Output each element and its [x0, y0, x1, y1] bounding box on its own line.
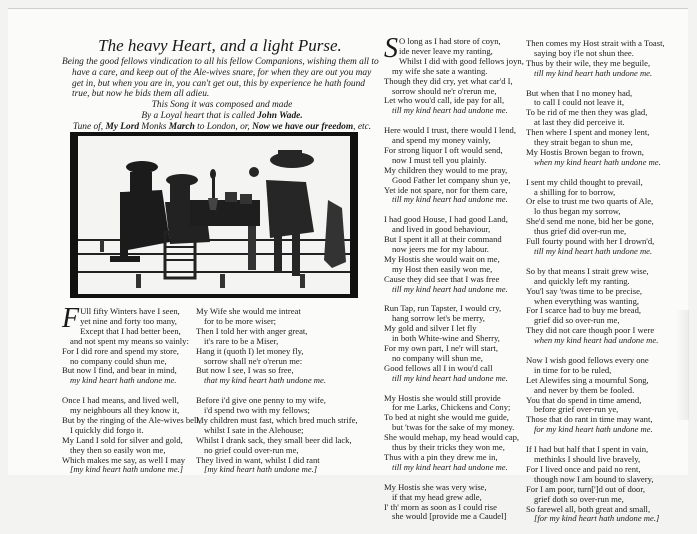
verse-line: To bed at night she would me guide,: [384, 412, 509, 423]
stanza: [384, 304, 519, 383]
stanza: [384, 33, 524, 116]
verse-line: at last they did perceive it.: [534, 117, 625, 128]
verse-line: till my kind heart had undone me.: [392, 461, 508, 472]
verse-line: before grief over-run ye,: [534, 404, 619, 415]
verse-line: Good fellows all I in wou'd call: [384, 362, 493, 373]
verse-line: So farewel all, both great and small,: [526, 503, 651, 514]
stanza: [384, 126, 519, 205]
verse-line: You that do spend in time amend,: [526, 394, 642, 405]
verse-line: when my kind heart hath undone me.: [534, 156, 661, 167]
verse-line: Those that do rant in time may want,: [526, 414, 653, 425]
verse-line: till my kind heart had undone me.: [392, 283, 508, 294]
verse-line: they strait began to shun me,: [534, 137, 633, 148]
author-name: John Wade.: [257, 110, 303, 121]
verse-line: Thus by their wile, they me beguile,: [526, 57, 651, 68]
verse-line: Good Father let company shun ye,: [392, 174, 511, 185]
stanza: [526, 356, 665, 435]
verse-line: Then I told her with anger great,: [196, 325, 308, 336]
ballad-introduction: [62, 57, 382, 133]
verse-line: They did not care though poor I were: [526, 325, 655, 336]
verse-line: no grief could over-run me,: [204, 444, 299, 455]
verse-line: For my own part, I ne'r will start,: [384, 343, 498, 354]
verse-line: But when that I no money had,: [526, 87, 633, 98]
verse-line: she would [provide me a Caudel]: [392, 511, 507, 522]
stanza: [384, 483, 519, 523]
verse-line: Full fourty pound with her I drown'd,: [526, 236, 655, 247]
verse-line: My Wife she would me intreat: [196, 306, 301, 316]
verse-line: methinks I should live bravely,: [534, 453, 641, 464]
ballad-title: The heavy Heart, and a light Purse.: [98, 36, 342, 55]
verse-line: Whilst I did with good fellows joyn,: [399, 55, 524, 66]
author-prefix: By a Loyal heart that is called: [141, 110, 258, 121]
stanza: [384, 215, 519, 294]
verse-line: I' th' morn as soon as I could rise: [384, 501, 497, 512]
verse-line: and quickly left my ranting.: [534, 275, 630, 286]
verse-column-3: [384, 33, 524, 532]
verse-line: If I had but half that I spent in vain,: [526, 444, 649, 455]
verse-line: My Hostis Brown began to frown,: [526, 146, 644, 157]
verse-line: But by the ringing of the Ale-wives bell,: [62, 414, 201, 425]
verse-line: when my kind heart had undone me.: [534, 335, 659, 346]
verse-line: You'l say 'twas time to be precise,: [526, 285, 643, 296]
verse-line: To be rid of me then they was glad,: [526, 107, 648, 118]
verse-line: So by that means I strait grew wise,: [526, 265, 649, 276]
verse-line: thus grief did over-run me,: [534, 226, 627, 237]
verse-line: Which makes me say, as well I may: [62, 454, 186, 465]
stanza: [196, 307, 358, 386]
verse-line: For I am poor, turn[']d out of door,: [526, 483, 646, 494]
verse-line: whilst I sate in the Alehouse;: [204, 424, 304, 435]
verse-line: I had good House, I had good Land,: [384, 214, 508, 225]
verse-line: [my kind heart hath undone me.]: [70, 464, 184, 475]
verse-line: She'd send me none, bid her be gone,: [526, 216, 654, 227]
verse-column-1: [62, 303, 201, 485]
verse-line: My Land I sold for silver and gold,: [62, 434, 183, 445]
verse-line: till my kind heart had undone me.: [392, 194, 508, 205]
verse-line: Once I had means, and lived well,: [62, 395, 179, 406]
verse-line: For I lived once and paid no rent,: [526, 463, 641, 474]
verse-line: She would mehap, my head would cap,: [384, 432, 520, 443]
verse-line: Then comes my Host strait with a Toast,: [526, 38, 665, 48]
verse-line: and spend my money vainly,: [392, 135, 491, 146]
verse-line: lo thus began my sorrow,: [534, 206, 621, 217]
verse-line: My Hostis she would wait on me,: [384, 253, 500, 264]
verse-line: I sent my child thought to prevail,: [526, 176, 643, 187]
verse-line: Whilst I drank sack, they small beer did lack,: [196, 434, 352, 445]
intro-author-line: [62, 111, 382, 122]
tune-suffix: , etc.: [353, 121, 372, 132]
verse-line: sorrow should ne'r o'rerun me,: [392, 85, 497, 96]
verse-line: Then where I spent and money lent,: [526, 127, 650, 138]
verse-line: till my kind heart hath undone me.: [534, 67, 653, 78]
verse-line: My gold and silver I let fly: [384, 323, 477, 334]
verse-line: no company will shun me,: [392, 352, 483, 363]
verse-line: my Host then easily won me,: [392, 263, 493, 274]
drop-cap: S: [384, 33, 398, 64]
verse-line: O long as I had store of coyn,: [399, 36, 501, 46]
verse-line: Let Alewifes sing a mournful Song,: [526, 374, 649, 385]
verse-line: hang sorrow let's be merry,: [392, 313, 485, 324]
verse-line: that my kind heart hath undone me.: [204, 375, 326, 386]
verse-line: and not spent my means so vainly:: [70, 335, 189, 346]
verse-line: Before i'd give one penny to my wife,: [196, 395, 326, 406]
intro-description: Being the good fellows vindication to all his fellow Companions, wishing them all to have a care, and keep out of the Ale-wives snare, for when they are out you may get in, but when you are in, you can't get out, this by experience he hath found true, but now he bids them all adieu.: [62, 57, 379, 100]
verse-line: grief did so over-run me,: [534, 315, 620, 326]
verse-line: thus by their tricks they won me,: [392, 442, 505, 453]
verse-line: now jeers me for my labour.: [392, 244, 489, 254]
tune-part-3: March: [168, 121, 195, 132]
verse-line: My children they would to me pray,: [384, 164, 508, 175]
verse-line: if that my head grew adle,: [392, 491, 482, 502]
verse-line: in both White-wine and Sherry,: [392, 333, 500, 344]
verse-line: my kind heart hath undone me.: [70, 375, 177, 386]
verse-line: till my kind heart had undone me.: [392, 105, 508, 116]
verse-line: Hang it (quoth I) let money fly,: [196, 345, 304, 356]
tune-part-5: Now we have our freedom: [252, 121, 354, 132]
verse-line: i'd spend two with my fellows;: [204, 405, 310, 416]
stanza: [526, 89, 665, 168]
verse-line: They lived in want, whilst I did rant: [196, 454, 320, 465]
verse-line: but 'twas for the sake of my money.: [392, 422, 515, 433]
tune-part-4: to London, or,: [194, 121, 253, 132]
verse-line: no company could shun me,: [70, 355, 167, 366]
verse-line: they then so easily won me,: [70, 444, 166, 455]
verse-line: when everything was wanting,: [534, 295, 640, 306]
verse-line: But now I see, I was so free,: [196, 365, 294, 376]
verse-line: ide never leave my ranting,: [399, 45, 493, 56]
verse-line: Or else to trust me two quarts of Ale,: [526, 196, 654, 207]
verse-line: sorrow shall ne'r o'rerun me:: [204, 355, 303, 366]
verse-line: till my kind heart had undone me.: [392, 372, 508, 383]
verse-line: Now I wish good fellows every one: [526, 354, 649, 365]
stanza: [384, 394, 519, 473]
verse-line: it's rare to be a Miser,: [204, 335, 279, 346]
verse-line: till my kind heart hath undone me.: [534, 246, 653, 256]
verse-line: For strong liquor I oft would send,: [384, 144, 503, 155]
verse-line: to call I could not leave it,: [534, 97, 624, 108]
verse-line: and never by them be fooled.: [534, 384, 635, 395]
verse-line: My Hostis she was very wise,: [384, 481, 487, 492]
verse-line: My children must fast, which bred much strife,: [196, 414, 358, 425]
verse-line: though now I am bound to slavery,: [534, 473, 654, 484]
drop-cap: F: [62, 303, 80, 334]
verse-line: for me Larks, Chickens and Cony;: [392, 402, 511, 413]
verse-column-2: [196, 307, 358, 485]
verse-column-4: [526, 39, 665, 534]
verse-line: a shilling for to borrow,: [534, 186, 616, 197]
verse-line: Though they did cry, yet what car'd I,: [384, 75, 513, 86]
stanza: [526, 178, 665, 257]
stanza: [62, 303, 201, 386]
verse-line: Let who wou'd call, ide pay for all,: [384, 95, 505, 106]
stanza: [196, 396, 358, 475]
verse-line: Except that I had better been,: [80, 325, 181, 336]
verse-line: I quickly did forgo it.: [70, 424, 144, 435]
stanza: [526, 39, 665, 79]
verse-line: for to be more wiser;: [204, 315, 277, 326]
verse-line: [for my kind heart hath undone me.]: [534, 513, 660, 524]
verse-line: For I did rore and spend my store,: [62, 345, 179, 356]
verse-line: for my kind heart hath undone me.: [534, 424, 653, 435]
verse-line: my neighbours all they know it,: [70, 405, 180, 416]
verse-line: But I spent it all at their command: [384, 234, 502, 245]
verse-line: yet nine and forty too many,: [80, 315, 177, 326]
verse-line: My Hostis she would still provide: [384, 392, 501, 403]
verse-line: Run Tap, run Tapster, I would cry,: [384, 303, 502, 314]
verse-line: Here would I trust, there would I lend,: [384, 125, 516, 136]
verse-line: Yet ide not spare, nor for them care,: [384, 184, 508, 195]
intro-tune-line: [62, 122, 382, 133]
intro-composed-line: This Song it was composed and made: [151, 100, 293, 111]
paper-fold-shadow: [675, 310, 689, 420]
verse-line: But now I find, and bear in mind,: [62, 365, 177, 376]
verse-line: For I scarce had to buy me bread,: [526, 305, 642, 316]
verse-line: [my kind heart hath undone me.]: [204, 464, 318, 475]
verse-line: in time for to be ruled,: [534, 364, 612, 375]
tune-prefix: Tune of,: [72, 121, 106, 132]
stanza: [62, 396, 201, 475]
tavern-woodcut-illustration: [70, 132, 358, 298]
verse-line: saying boy i'le not shun thee.: [534, 47, 634, 58]
stanza: [526, 267, 665, 346]
verse-line: Cause they did see that I was free: [384, 273, 500, 284]
tune-part-1: My Lord: [105, 121, 140, 132]
stanza: [526, 445, 665, 524]
verse-line: my wife she sate a wanting.: [392, 65, 488, 76]
tune-part-2: Monks: [139, 121, 169, 132]
verse-line: Thus with a pin they drew me in,: [384, 452, 498, 462]
verse-line: grief doth so over-run me,: [534, 493, 624, 504]
verse-line: now I must tell you plainly.: [392, 154, 487, 165]
verse-line: and lived in good behaviour,: [392, 224, 491, 235]
verse-line: Ull fifty Winters have I seen,: [80, 306, 180, 316]
